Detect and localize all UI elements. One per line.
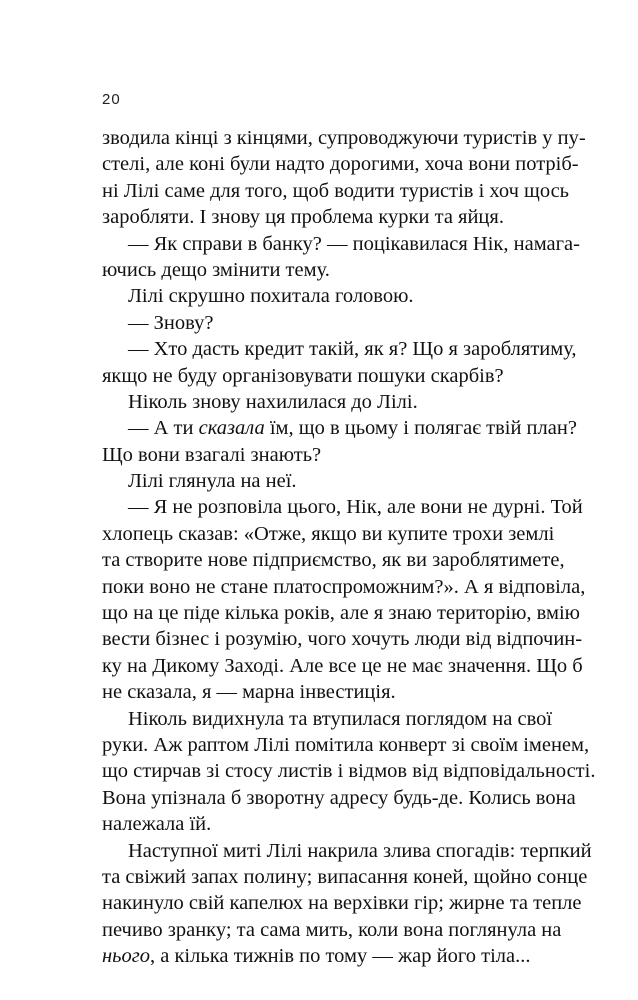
text-line: ку на Дикому Заході. Але все це не має значення. Що б (102, 654, 583, 677)
text-line: руки. Аж раптом Лілі помітила конверт зі своїм іменем, (102, 733, 590, 756)
text-line: — Як справи в банку? — поцікавилася Нік, намага- (128, 232, 580, 255)
text-line: Ніколь видихнула та втупилася поглядом на свої (128, 707, 553, 730)
paragraph (102, 468, 538, 494)
text-line: Наступної миті Лілі накрила злива спогадів: терпкий (128, 839, 592, 862)
text-line: належала їй. (102, 813, 212, 836)
body-text (102, 125, 596, 970)
emphasis-text: сказала (198, 417, 265, 440)
text-line: Вона упізнала б зворотну адресу будь-де. Колись вона (102, 786, 576, 809)
text-line: що на це піде кілька років, але я знаю територію, вмію (102, 602, 580, 625)
text-line: заробляти. І знову ця проблема курки та яйця. (102, 206, 504, 229)
text-line: — Я не розповіла цього, Нік, але вони не дурні. Той (128, 496, 583, 519)
text-line: печиво зранку; та сама мить, коли вона поглянула на (102, 918, 562, 941)
paragraph (102, 310, 538, 336)
paragraph (102, 706, 596, 838)
paragraph (102, 415, 577, 468)
paragraph (102, 336, 577, 389)
text-line: Лілі глянула на неї. (128, 470, 297, 493)
paragraph (102, 838, 592, 970)
text-line: — Знову? (128, 311, 214, 334)
paragraph (102, 389, 538, 415)
text-fragment: — А ти (128, 417, 199, 440)
text-line: стелі, але коні були надто дорогими, хоча вони потріб- (102, 153, 579, 176)
text-line: що стирчав зі стосу листів і відмов від відповідальності. (102, 760, 596, 783)
paragraph (102, 494, 586, 705)
emphasis-text: нього (102, 945, 150, 968)
text-fragment: , а кілька тижнів по тому — жар його тіла... (150, 945, 531, 968)
text-line: зводила кінці з кінцями, супроводжуючи туристів у пу- (102, 127, 586, 149)
text-line: поки воно не стане платоспроможним?». А я відповіла, (102, 575, 586, 598)
text-line: не сказала, я — марна інвестиція. (102, 681, 396, 704)
text-line: вести бізнес і розумію, чого хочуть люди від відпочин- (102, 628, 583, 651)
text-line: накинуло свій капелюх на верхівки гір; жирне та тепле (102, 892, 582, 915)
text-fragment: їм, що в цьому і полягає твій план? (264, 417, 577, 440)
text-line: — Хто дасть кредит такій, як я? Що я зароблятиму, (128, 338, 577, 361)
paragraph (102, 231, 580, 284)
text-line: Що вони взагалі знають? (102, 443, 322, 466)
text-line: хлопець сказав: «Отже, якщо ви купите трохи землі (102, 522, 555, 545)
text-line: ючись дещо змінити тему. (102, 258, 330, 281)
text-line: та свіжий запах полину; випасання коней, щойно сонце (102, 865, 588, 888)
paragraph (102, 125, 586, 231)
text-line: та створите нове підприємство, як ви зароблятимете, (102, 549, 565, 572)
page-number: 20 (102, 91, 121, 108)
text-line: Лілі скрушно похитала головою. (128, 285, 414, 308)
text-line: Ніколь знову нахилилася до Лілі. (128, 390, 418, 413)
text-line (102, 943, 538, 969)
text-line (102, 415, 577, 441)
paragraph (102, 283, 538, 309)
text-line: якщо не буду організовувати пошуки скарбів? (102, 364, 504, 387)
text-line: ні Лілі саме для того, щоб водити туристів і хоч щось (102, 179, 570, 202)
